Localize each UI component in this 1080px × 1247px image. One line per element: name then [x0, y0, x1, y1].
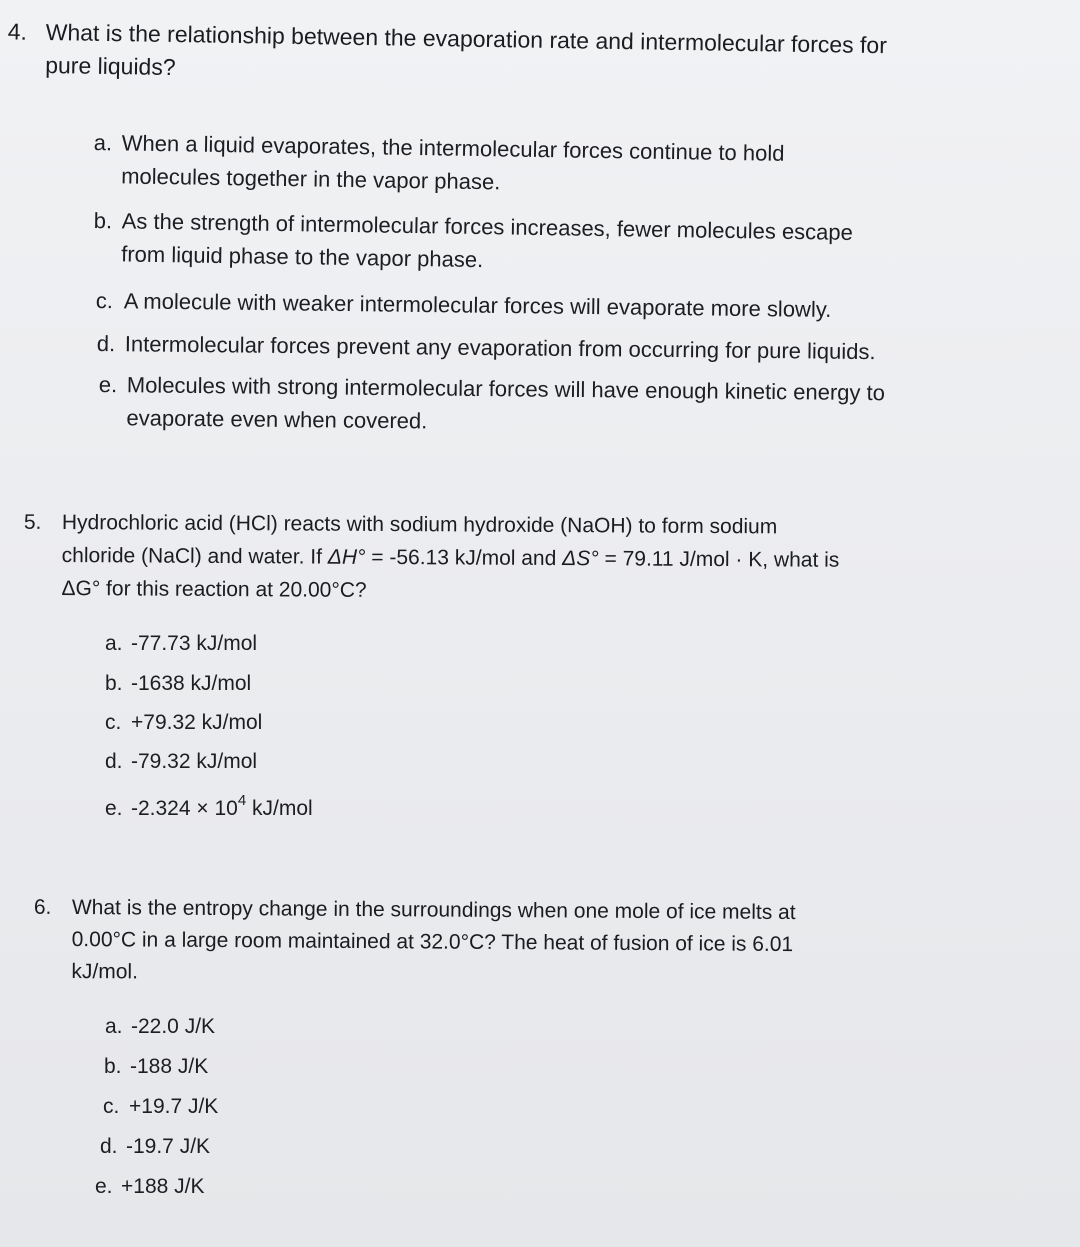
question-stem-line: kJ/mol. [71, 959, 139, 984]
stem-text: chloride (NaCl) and water. If [61, 543, 323, 569]
option-text-continued: evaporate even when covered. [126, 405, 428, 434]
question-stem-line: ΔG° for this reaction at 20.00°C? [61, 576, 367, 602]
answer-option-a[interactable] [105, 1013, 215, 1041]
answer-option-d[interactable] [97, 327, 876, 368]
answer-option-e[interactable] [105, 792, 313, 823]
option-letter: d. [105, 750, 123, 773]
answer-option-b[interactable] [104, 1053, 208, 1081]
option-letter: d. [100, 1135, 118, 1158]
option-text: -79.32 kJ/mol [131, 750, 258, 773]
option-letter: a. [105, 1015, 123, 1038]
option-letter: a. [105, 632, 123, 655]
answer-option-d[interactable] [105, 748, 257, 776]
option-text: +19.7 J/K [129, 1095, 219, 1118]
answer-option-c[interactable] [96, 284, 832, 326]
question-stem-line: 0.00°C in a large room maintained at 32.0°C? The heat of fusion of ice is 6.01 [71, 927, 794, 957]
option-letter: b. [105, 672, 123, 695]
option-text: +188 J/K [121, 1175, 205, 1198]
answer-option-a[interactable] [105, 630, 257, 658]
enthalpy-symbol: ΔH° [327, 545, 366, 569]
option-text: -2.324 × 10 [131, 797, 238, 820]
answer-option-c[interactable] [105, 709, 262, 737]
option-letter: c. [103, 1095, 120, 1118]
exponent: 4 [237, 792, 247, 809]
option-text: Intermolecular forces prevent any evaporation from occurring for pure liquids. [124, 331, 876, 365]
answer-option-e[interactable] [98, 368, 885, 442]
answer-option-a[interactable] [93, 126, 785, 203]
option-text: A molecule with weaker intermolecular forces will evaporate more slowly. [123, 288, 832, 322]
question-stem-line: Hydrochloric acid (HCl) reacts with sodium hydroxide (NaOH) to form sodium [61, 510, 778, 539]
option-letter: e. [98, 371, 118, 398]
option-letter: a. [93, 129, 113, 156]
option-text-continued: from liquid phase to the vapor phase. [121, 241, 484, 273]
entropy-symbol: ΔS° [562, 547, 599, 571]
answer-option-b[interactable] [105, 670, 251, 698]
option-letter: e. [105, 797, 123, 820]
question-5-stem [23, 506, 840, 610]
option-text-continued: molecules together in the vapor phase. [121, 163, 501, 195]
option-letter: e. [95, 1175, 113, 1198]
answer-option-c[interactable] [103, 1093, 218, 1121]
question-number: 6. [33, 895, 52, 919]
question-stem-line: What is the entropy change in the surroundings when one mole of ice melts at [71, 895, 796, 925]
option-unit: kJ/mol [252, 797, 313, 820]
option-text: When a liquid evaporates, the intermolecular forces continue to hold [121, 130, 785, 166]
option-letter: b. [104, 1055, 122, 1078]
option-text: -22.0 J/K [131, 1015, 216, 1038]
question-stem-line: pure liquids? [45, 51, 176, 81]
question-stem-line [62, 539, 840, 577]
question-number: 4. [7, 18, 28, 45]
stem-text: = 79.11 J/mol · K, what is [604, 547, 840, 572]
option-text: +79.32 kJ/mol [131, 711, 263, 734]
option-text: -77.73 kJ/mol [131, 632, 258, 655]
option-letter: c. [95, 287, 114, 314]
answer-option-b[interactable] [93, 204, 853, 282]
option-text: As the strength of intermolecular forces increases, fewer molecules escape [121, 208, 854, 245]
option-text: -1638 kJ/mol [131, 672, 252, 695]
option-text: -188 J/K [130, 1055, 209, 1078]
option-text: -19.7 J/K [126, 1135, 211, 1158]
question-6-stem [33, 892, 796, 993]
question-4-stem [7, 16, 888, 95]
stem-text: = -56.13 kJ/mol and [371, 545, 557, 571]
option-letter: b. [93, 207, 113, 234]
option-text: Molecules with strong intermolecular forces will have enough kinetic energy to [126, 372, 886, 406]
question-stem-line: What is the relationship between the evaporation rate and intermolecular forces for [45, 18, 888, 59]
option-letter: d. [96, 330, 116, 357]
option-letter: c. [105, 711, 122, 734]
answer-option-e[interactable] [95, 1173, 204, 1201]
answer-option-d[interactable] [100, 1133, 210, 1161]
question-number: 5. [23, 510, 42, 534]
